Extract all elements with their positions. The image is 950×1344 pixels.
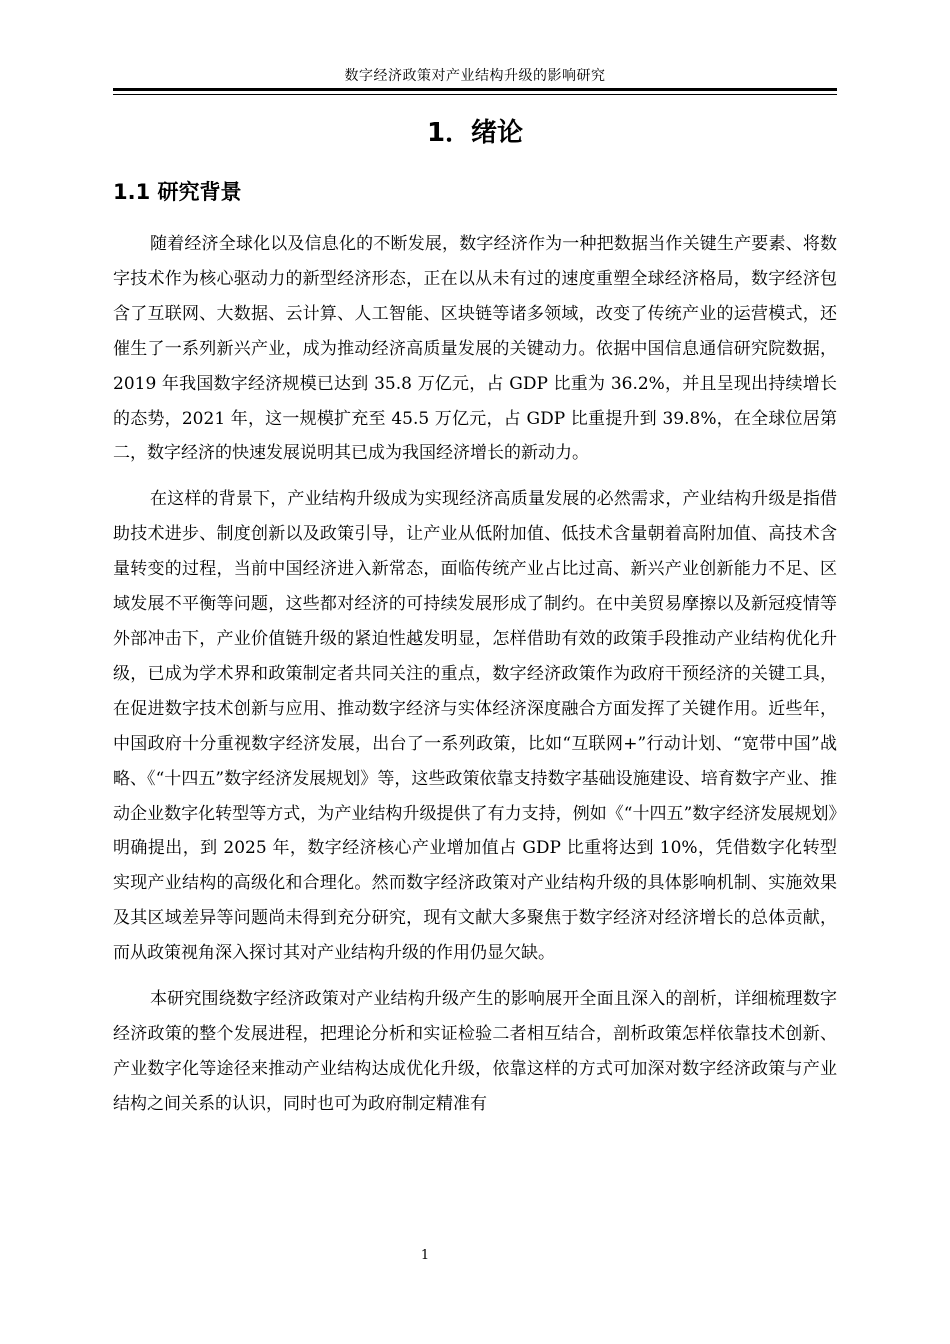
section-title: 1.1 研究背景 xyxy=(113,180,242,204)
body-text xyxy=(113,227,837,1133)
header-rule-thin xyxy=(113,94,837,95)
page-number: 1 xyxy=(420,1248,430,1263)
paragraph-3: 本研究围绕数字经济政策对产业结构升级产生的影响展开全面且深入的剖析，详细梳理数字经济政策的整个发展进程，把理论分析和实证检验二者相互结合，剖析政策怎样依靠技术创新、产业数字化等途径来推动产业结构达成优化升级，依靠这样的方式可加深对数字经济政策与产业结构之间关系的认识，同时也可为政府制定精准有 xyxy=(113,989,837,1114)
paragraph-1: 随着经济全球化以及信息化的不断发展，数字经济作为一种把数据当作关键生产要素、将数字技术作为核心驱动力的新型经济形态，正在以从未有过的速度重塑全球经济格局，数字经济包含了互联网、大数据、云计算、人工智能、区块链等诸多领域，改变了传统产业的运营模式，还催生了一系列新兴产业，成为推动经济高质量发展的关键动力。依据中国信息通信研究院数据，2019 年我国数字经济规模已达到 35.8 万亿元，占 GDP 比重为 36.2%，并且呈现出持续增长的态势，2021 年，这一规模扩充至 45.5 万亿元，占 GDP 比重提升到 39.8%，在全球位居第二，数字经济的快速发展说明其已成为我国经济增长的新动力。 xyxy=(113,234,837,464)
chapter-title: 1．绪论 xyxy=(426,118,524,148)
paragraph-2: 在这样的背景下，产业结构升级成为实现经济高质量发展的必然需求，产业结构升级是指借助技术进步、制度创新以及政策引导，让产业从低附加值、低技术含量朝着高附加值、高技术含量转变的过程，当前中国经济进入新常态，面临传统产业占比过高、新兴产业创新能力不足、区域发展不平衡等问题，这些都对经济的可持续发展形成了制约。在中美贸易摩擦以及新冠疫情等外部冲击下，产业价值链升级的紧迫性越发明显，怎样借助有效的政策手段推动产业结构优化升级，已成为学术界和政策制定者共同关注的重点，数字经济政策作为政府干预经济的关键工具，在促进数字技术创新与应用、推动数字经济与实体经济深度融合方面发挥了关键作用。近些年，中国政府十分重视数字经济发展，出台了一系列政策，比如“互联网+”行动计划、“宽带中国”战略、《“十四五”数字经济发展规划》等，这些政策依靠支持数字基础设施建设、培育数字产业、推动企业数字化转型等方式，为产业结构升级提供了有力支持，例如《“十四五”数字经济发展规划》明确提出，到 2025 年，数字经济核心产业增加值占 GDP 比重将达到 10%，凭借数字化转型实现产业结构的高级化和合理化。然而数字经济政策对产业结构升级的具体影响机制、实施效果及其区域差异等问题尚未得到充分研究，现有文献大多聚焦于数字经济对经济增长的总体贡献，而从政策视角深入探讨其对产业结构升级的作用仍显欠缺。 xyxy=(113,489,837,964)
header-rule-thick xyxy=(113,88,837,91)
running-header: 数字经济政策对产业结构升级的影响研究 xyxy=(344,68,606,84)
